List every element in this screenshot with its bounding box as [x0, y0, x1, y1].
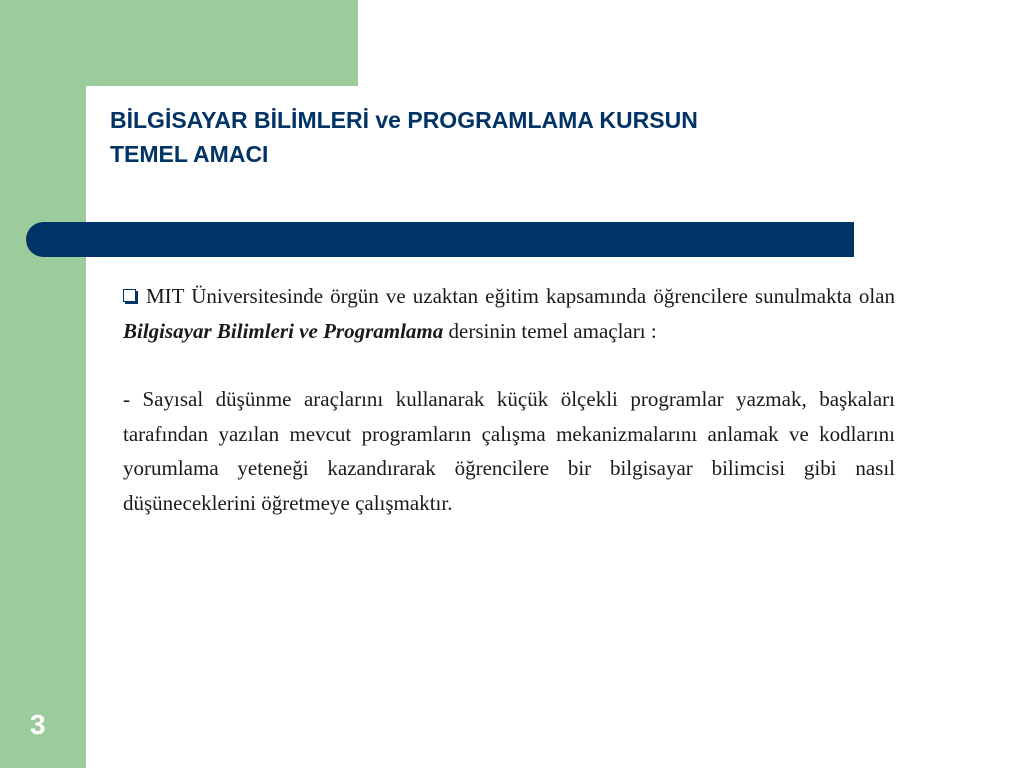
square-bullet-icon [123, 289, 136, 302]
title-divider-bar [26, 222, 854, 257]
paragraph-1-text-end: dersinin temel amaçları : [443, 318, 657, 343]
bullet-paragraph [123, 279, 895, 348]
page-number: 3 [30, 709, 46, 740]
slide-title-line-2: TEMEL AMACI [110, 141, 269, 167]
slide-title-line-1: BİLGİSAYAR BİLİMLERİ ve PROGRAMLAMA KURSUN [110, 107, 698, 133]
left-green-band [0, 0, 86, 768]
paragraph-1-text: MIT Üniversitesinde örgün ve uzaktan eğitim kapsamında öğrencilere sunulmakta olan [146, 284, 895, 308]
course-name-emphasis: Bilgisayar Bilimleri ve Programlama [123, 318, 444, 343]
top-green-band [86, 0, 358, 86]
objective-paragraph: - Sayısal düşünme araçlarını kullanarak küçük ölçekli programlar yazmak, başkaları tarafından yazılan mevcut programların çalışma mekanizmalarını anlamak ve kodlarını yorumlama yeteneği kazandırarak öğrencilere bir bilgisayar bilimcisi gibi nasıl düşüneceklerini öğretmeye çalışmaktır. [123, 387, 895, 515]
slide-body [123, 279, 895, 520]
slide-title [110, 103, 930, 171]
